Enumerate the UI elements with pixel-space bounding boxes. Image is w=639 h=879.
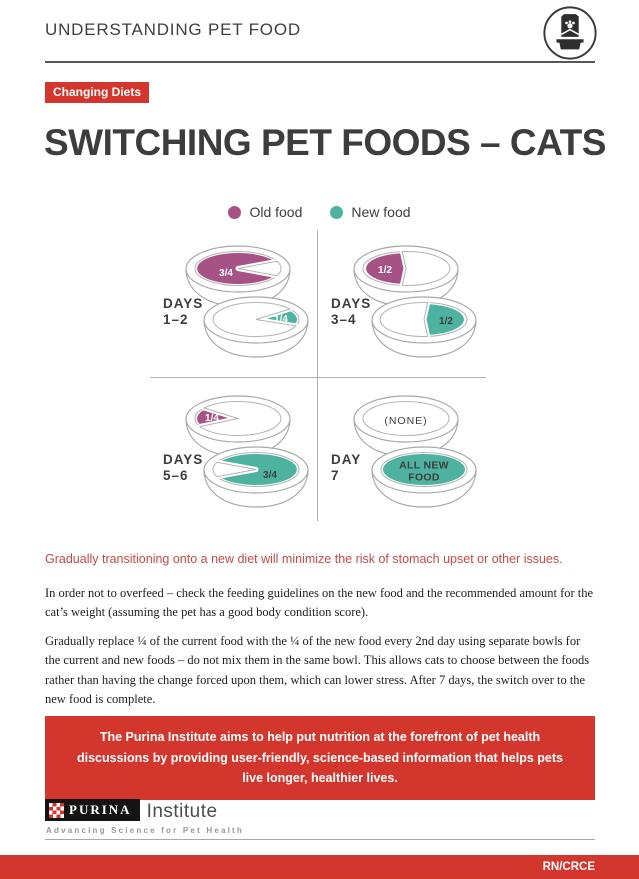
legend — [0, 204, 639, 220]
legend-item-new-food — [330, 204, 410, 220]
category-badge: Changing Diets — [45, 82, 149, 103]
svg-text:1/2: 1/2 — [378, 265, 392, 276]
svg-text:1/2: 1/2 — [439, 316, 453, 327]
legend-old-label: Old food — [249, 204, 303, 220]
lead-statement: Gradually transitioning onto a new diet will minimize the risk of stomach upset or other issues. — [45, 552, 563, 566]
purina-wordmark-box — [45, 799, 140, 821]
institute-text: Institute — [146, 801, 218, 822]
purina-brand-text: PURINA — [69, 802, 132, 817]
svg-text:FOOD: FOOD — [408, 471, 440, 484]
purina-checkerboard-icon — [49, 803, 64, 818]
footer-divider — [45, 839, 595, 840]
old-food-swatch — [228, 206, 241, 219]
body-paragraph: Gradually replace ¼ of the current food with the ¼ of the new food every 2nd day using separate bowls for the current and new foods – do not mix them in the same bowl. This allows cats to choose between the foods rather than having the change forced upon them, which can lower stress. After 7 days, the switch over to the new food is complete. — [45, 633, 590, 706]
svg-text:3/4: 3/4 — [219, 268, 233, 279]
transition-diagram — [0, 228, 639, 528]
day-label: DAYS 1–2 — [163, 296, 204, 328]
footer-code: RN/CRCE — [542, 861, 595, 873]
purina-institute-callout: The Purina Institute aims to help put nutrition at the forefront of pet health discussions by providing user-friendly, science-based information that helps pets live longer, healthier lives. — [45, 716, 595, 800]
new-food-swatch — [330, 206, 343, 219]
purina-institute-logo — [45, 799, 218, 821]
page-title: SWITCHING PET FOODS – CATS — [44, 122, 606, 163]
svg-text:1/4: 1/4 — [274, 314, 288, 325]
svg-text:ALL NEW: ALL NEW — [399, 459, 449, 472]
day-label: DAYS 5–6 — [163, 452, 204, 484]
svg-text:1/4: 1/4 — [205, 413, 219, 424]
pet-food-bag-bowl-icon — [541, 4, 599, 67]
document-header-title: UNDERSTANDING PET FOOD — [45, 20, 301, 39]
day-label: DAY 7 — [331, 452, 362, 484]
footer-bar — [0, 855, 639, 879]
body-paragraph: In order not to overfeed – check the feeding guidelines on the new food and the recommended amount for the cat’s weight (assuming the pet has a good body condition score). — [45, 586, 594, 620]
legend-item-old-food — [228, 204, 302, 220]
logo-tagline: Advancing Science for Pet Health — [46, 826, 244, 835]
header-divider — [45, 61, 595, 63]
svg-text:(NONE): (NONE) — [384, 415, 428, 427]
day-label: DAYS 3–4 — [331, 296, 372, 328]
legend-new-label: New food — [351, 204, 411, 220]
svg-text:3/4: 3/4 — [263, 470, 277, 481]
